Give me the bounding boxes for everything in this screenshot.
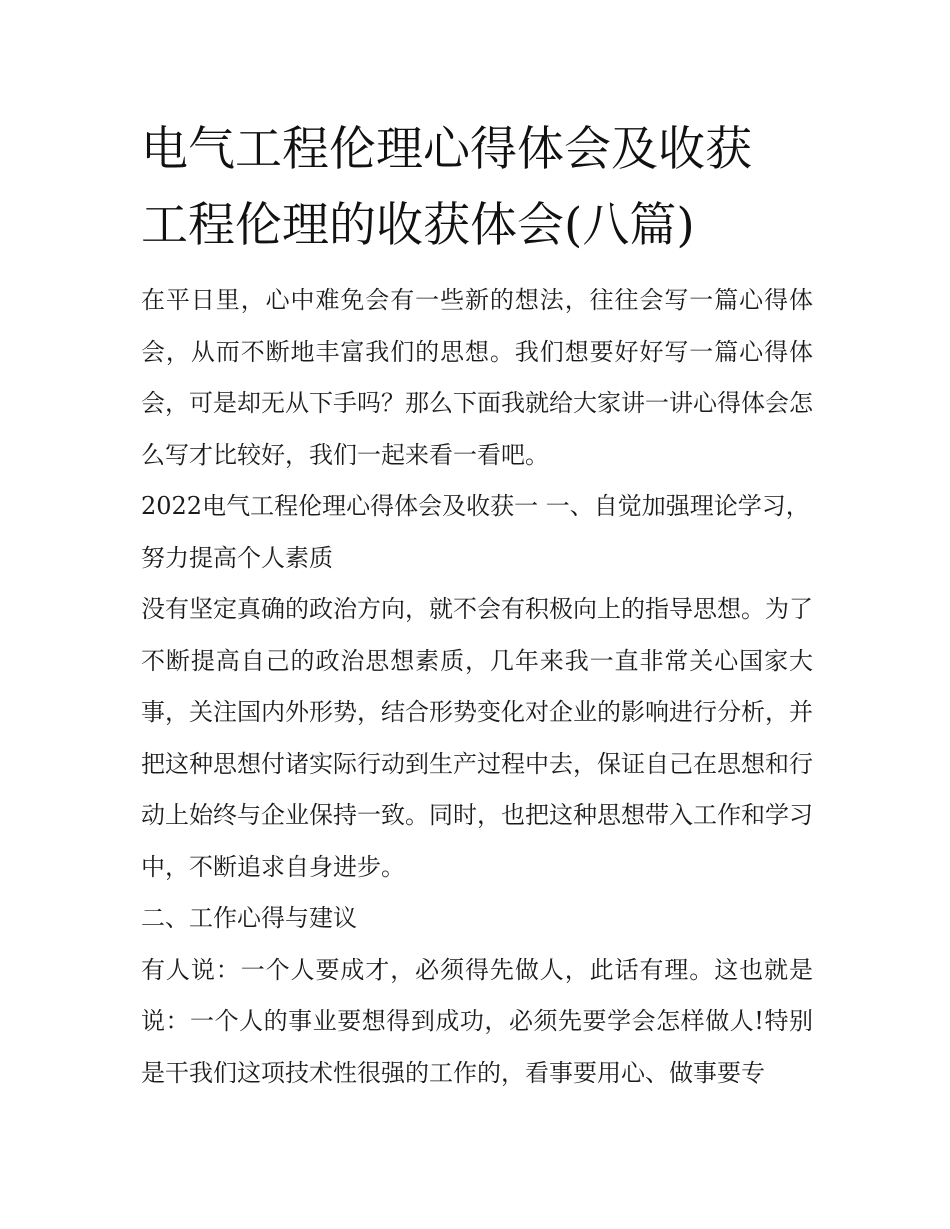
- body-paragraph-1: 没有坚定真确的政治方向，就不会有积极向上的指导思想。为了不断提高自己的政治思想素质，几年来我一直非常关心国家大事，关注国内外形势，结合形势变化对企业的影响进行分析，并把这种思想付诸实际行动到生产过程中去，保证自己在思想和行动上始终与企业保持一致。同时，也把这种思想带入工作和学习中，不断追求自身进步。: [141, 595, 813, 881]
- title-line-2: 工程伦理的收获体会(八篇): [141, 198, 695, 253]
- section-heading-1: 2022电气工程伦理心得体会及收获一 一、自觉加强理论学习，努力提高个人素质: [141, 492, 810, 572]
- title-line-1: 电气工程伦理心得体会及收获: [141, 122, 752, 177]
- intro-paragraph: 在平日里，心中难免会有一些新的想法，往往会写一篇心得体会，从而不断地丰富我们的思想。我们想要好好写一篇心得体会，可是却无从下手吗？那么下面我就给大家讲一讲心得体会怎么写才比较好，我们一起来看一看吧。: [141, 286, 813, 469]
- body-paragraph-2: 有人说：一个人要成才，必须得先做人，此话有理。这也就是说：一个人的事业要想得到成功，必须先要学会怎样做人!特别是干我们这项技术性很强的工作的，看事要用心、做事要专: [141, 955, 813, 1087]
- document-body: [141, 275, 813, 1099]
- section-heading-2: 二、工作心得与建议: [141, 904, 357, 932]
- document-title: [141, 112, 821, 264]
